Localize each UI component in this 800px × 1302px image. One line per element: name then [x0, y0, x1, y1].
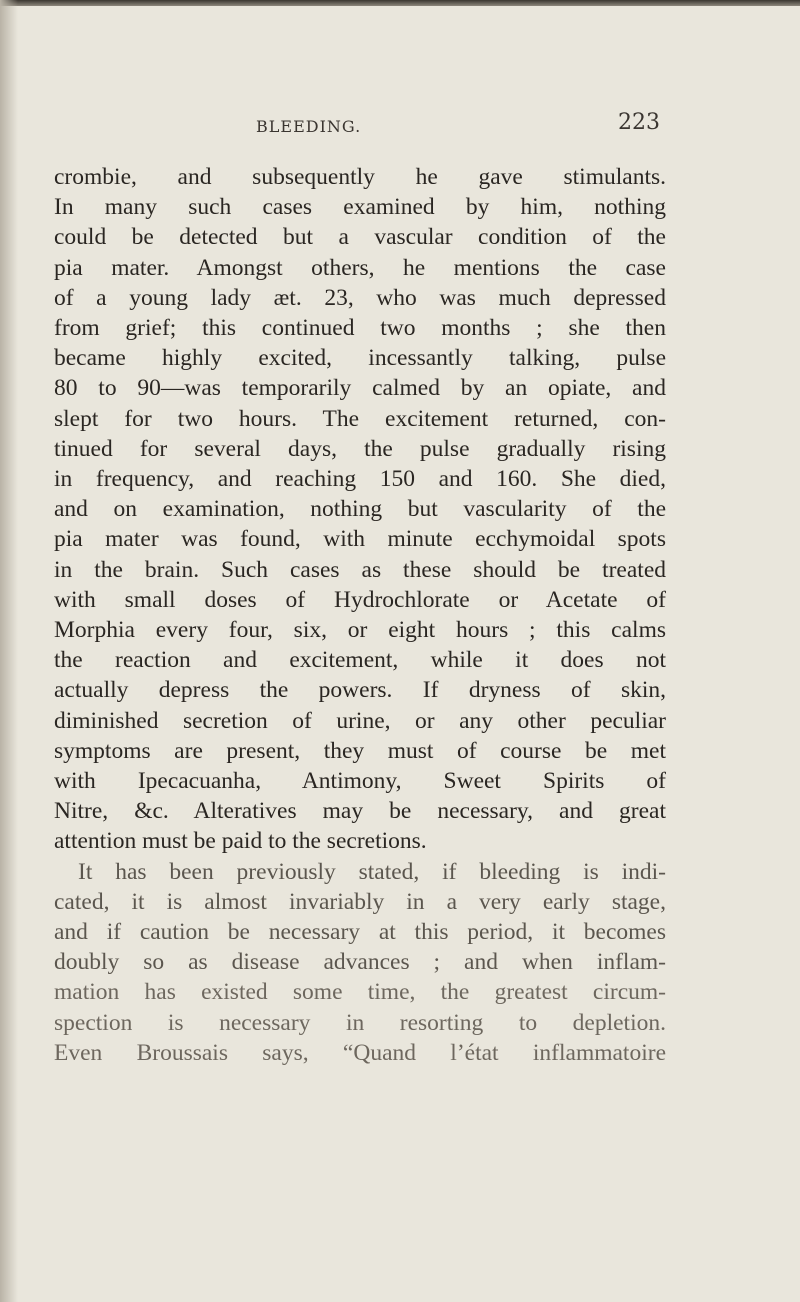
text-line: doubly so as disease advances ; and when inflam- [54, 949, 666, 976]
text-line: and on examination, nothing but vascularity of the [54, 496, 666, 523]
text-line: from grief; this continued two months ; she then [54, 315, 666, 342]
text-line: In many such cases examined by him, nothing [54, 194, 666, 221]
text-line: pia mater was found, with minute ecchymoidal spots [54, 526, 666, 553]
text-line: Nitre, &c. Alteratives may be necessary, and great [54, 798, 666, 825]
text-line: diminished secretion of urine, or any other peculiar [54, 707, 666, 734]
text-line: cated, it is almost invariably in a very early stage, [54, 888, 666, 915]
text-line: with Ipecacuanha, Antimony, Sweet Spirits of [54, 768, 666, 795]
body-text [54, 162, 666, 1068]
text-line: mation has existed some time, the greatest circum- [54, 979, 666, 1006]
text-line: Morphia every four, six, or eight hours ; this calms [54, 617, 666, 644]
text-line: spection is necessary in resorting to depletion. [54, 1009, 666, 1036]
text-line: and if caution be necessary at this period, it becomes [54, 919, 666, 946]
text-line: could be detected but a vascular condition of the [54, 224, 666, 251]
text-line: with small doses of Hydrochlorate or Acetate of [54, 586, 666, 613]
running-head: BLEEDING. [256, 117, 362, 136]
text-line: of a young lady æt. 23, who was much depressed [54, 284, 666, 311]
text-line: in frequency, and reaching 150 and 160. She died, [54, 466, 666, 493]
text-line: slept for two hours. The excitement returned, con- [54, 405, 666, 432]
text-line: attention must be paid to the secretions. [54, 828, 427, 855]
text-line: became highly excited, incessantly talking, pulse [54, 345, 666, 372]
text-line: Even Broussais says, “Quand l’état inflammatoire [54, 1039, 666, 1066]
text-line: It has been previously stated, if bleeding is indi- [78, 858, 666, 885]
text-line: tinued for several days, the pulse gradually rising [54, 435, 666, 462]
text-line: actually depress the powers. If dryness of skin, [54, 677, 666, 704]
text-line: crombie, and subsequently he gave stimulants. [54, 164, 666, 190]
page-number: 223 [618, 110, 660, 135]
text-line: 80 to 90—was temporarily calmed by an opiate, and [54, 375, 666, 402]
text-line: the reaction and excitement, while it does not [54, 647, 666, 674]
text-line: symptoms are present, they must of course be met [54, 737, 666, 764]
text-line: in the brain. Such cases as these should be treated [54, 556, 666, 583]
text-line: pia mater. Amongst others, he mentions the case [54, 254, 666, 281]
